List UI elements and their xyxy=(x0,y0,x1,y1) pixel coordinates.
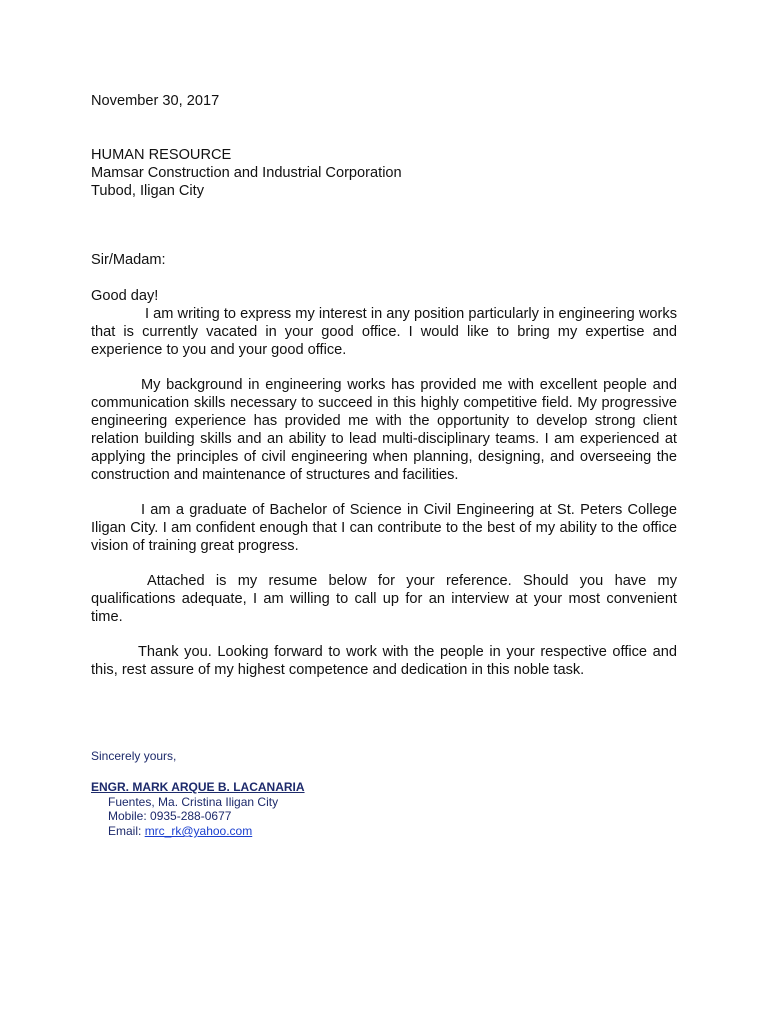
signature-email-link[interactable]: mrc_rk@yahoo.com xyxy=(144,824,253,838)
signature-mobile: Mobile: 0935-288-0677 xyxy=(108,809,232,823)
closing: Sincerely yours, xyxy=(91,749,177,763)
signature-name: ENGR. MARK ARQUE B. LACANARIA xyxy=(91,780,305,794)
greeting: Good day! xyxy=(91,288,159,304)
recipient-company: Mamsar Construction and Industrial Corporation xyxy=(91,165,402,181)
paragraph-resume: Attached is my resume below for your reference. Should you have my qualifications adequate, I am willing to call up for an interview at your most convenient time. xyxy=(91,573,677,625)
signature-address: Fuentes, Ma. Cristina Iligan City xyxy=(108,795,279,809)
paragraph-background: My background in engineering works has provided me with excellent people and communication skills necessary to succeed in this highly competitive field. My progressive engineering experience has provided me with the opportunity to develop strong client relation building skills and an ability to lead multi-disciplinary teams. I am experienced at applying the principles of civil engineering when planning, designing, and overseeing the construction and maintenance of structures and facilities. xyxy=(91,377,677,483)
signature-email-line xyxy=(108,824,252,839)
recipient-department: HUMAN RESOURCE xyxy=(91,147,232,163)
salutation: Sir/Madam: xyxy=(91,252,166,268)
paragraph-thanks: Thank you. Looking forward to work with the people in your respective office and this, rest assure of my highest competence and dedication in this noble task. xyxy=(91,644,677,678)
paragraph-interest: I am writing to express my interest in any position particularly in engineering works that is currently vacated in your good office. I would like to bring my expertise and experience to you and your good office. xyxy=(91,306,677,358)
recipient-address: Tubod, Iligan City xyxy=(91,183,205,199)
signature-email-label: Email: xyxy=(108,824,145,838)
paragraph-education: I am a graduate of Bachelor of Science in Civil Engineering at St. Peters College Iligan City. I am confident enough that I can contribute to the best of my ability to the office vision of training great progress. xyxy=(91,502,677,554)
letter-date: November 30, 2017 xyxy=(91,93,220,109)
